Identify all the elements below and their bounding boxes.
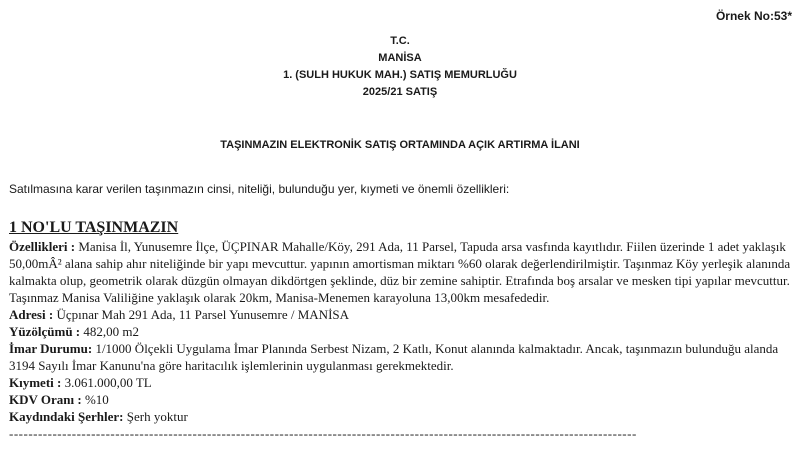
address-label: Adresi : bbox=[9, 307, 54, 322]
property-vat bbox=[9, 391, 793, 408]
zoning-text: 1/1000 Ölçekli Uygulama İmar Planında Serbest Nizam, 2 Katlı, Konut alanında kalmaktadır. Ancak, taşınmazın bulunduğu alanda 3194 Sayılı İmar Kanunu'na göre haritacılık işlemlerinin uygulanması gerekmektedir. bbox=[9, 341, 779, 373]
vat-text: %10 bbox=[81, 392, 109, 407]
features-label: Özellikleri : bbox=[9, 239, 76, 254]
property-title: 1 NO'LU TAŞINMAZIN bbox=[9, 219, 179, 236]
property-value bbox=[9, 374, 793, 391]
features-text: Manisa İl, Yunusemre İlçe, ÜÇPINAR Mahalle/Köy, 291 Ada, 11 Parsel, Tapuda arsa vasfında kayıtlıdır. Fiilen üzerinde 1 adet yaklaşık 50,00mÂ² alana sahip ahır niteliğinde bir yapı mevcuttur. yapının amortisman miktarı %60 olarak değerlendirilmiştir. Taşınmaz Köy yerleşik alanında kalmakta olup, geometrik olarak düzgün olmayan dikdörtgen şeklinde, düz bir zemine sahiptir. Etrafında boş arsalar ve mesken tipi yapılar mevcuttur. Taşınmaz Manisa Valiliğine yaklaşık olarak 20km, Manisa-Menemen karayoluna 13,00km mesafededir. bbox=[9, 239, 791, 305]
property-features bbox=[9, 238, 793, 306]
area-text: 482,00 m2 bbox=[80, 324, 140, 339]
area-label: Yüzölçümü : bbox=[9, 324, 81, 339]
property-annotations bbox=[9, 408, 793, 425]
header-line-city: MANİSA bbox=[378, 52, 422, 64]
document-header bbox=[0, 33, 800, 101]
example-number: Örnek No:53* bbox=[715, 9, 792, 23]
separator-line: ---------------------------------------------------------------------------------------------------------------------------------- bbox=[9, 426, 637, 441]
header-line-office: 1. (SULH HUKUK MAH.) SATIŞ MEMURLUĞU bbox=[283, 69, 517, 81]
annotations-label: Kaydındaki Şerhler: bbox=[9, 409, 124, 424]
address-text: Üçpınar Mah 291 Ada, 11 Parsel Yunusemre / MANİSA bbox=[53, 307, 350, 322]
property-zoning bbox=[9, 340, 793, 374]
property-area bbox=[9, 323, 793, 340]
vat-label: KDV Oranı : bbox=[9, 392, 82, 407]
announcement-title: TAŞINMAZIN ELEKTRONİK SATIŞ ORTAMINDA AÇIK ARTIRMA İLANI bbox=[220, 139, 580, 151]
header-line-file-no: 2025/21 SATIŞ bbox=[362, 86, 438, 98]
value-label: Kıymeti : bbox=[9, 375, 62, 390]
annotations-text: Şerh yoktur bbox=[123, 409, 188, 424]
property-address bbox=[9, 306, 793, 323]
value-text: 3.061.000,00 TL bbox=[61, 375, 152, 390]
property-section bbox=[9, 218, 793, 442]
zoning-label: İmar Durumu: bbox=[9, 341, 93, 356]
header-line-tc: T.C. bbox=[390, 35, 410, 47]
intro-text: Satılmasına karar verilen taşınmazın cinsi, niteliği, bulunduğu yer, kıymeti ve önemli özellikleri: bbox=[9, 182, 510, 196]
